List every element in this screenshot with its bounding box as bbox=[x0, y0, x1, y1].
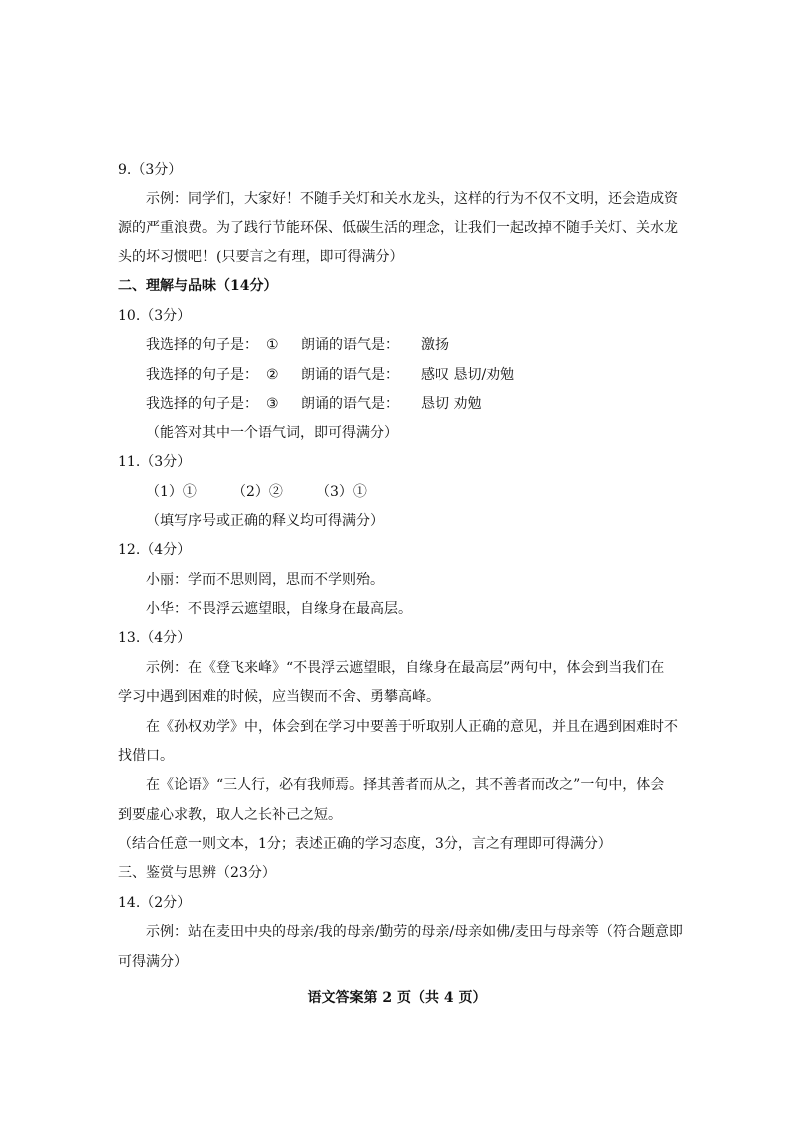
q12-heading: 12.（4分） bbox=[118, 542, 192, 558]
q10-row-3-number: ③ bbox=[266, 396, 279, 412]
q13-line-1: 示例：在《登飞来峰》“不畏浮云遮望眼，自缘身在最高层”两句中，体会到当我们在 bbox=[146, 660, 665, 676]
q10-heading: 10.（3分） bbox=[118, 308, 192, 324]
q9-line-3: 头的坏习惯吧！(只要言之有理，即可得满分） bbox=[118, 249, 404, 265]
section-3-heading: 三、鉴赏与思辨（23分） bbox=[118, 865, 276, 881]
q10-row-2-tone: 感叹 恳切/劝勉 bbox=[421, 367, 515, 383]
q10-row-1-number: ① bbox=[266, 337, 279, 353]
q13-heading: 13.（4分） bbox=[118, 630, 192, 646]
q11-answer-2: （2）② bbox=[232, 484, 283, 500]
q14-heading: 14.（2分） bbox=[118, 895, 192, 911]
q11-heading: 11.（3分） bbox=[118, 454, 192, 470]
q13-line-2: 学习中遇到困难的时候，应当锲而不舍、勇攀高峰。 bbox=[118, 689, 440, 705]
q13-line-5: 在《论语》“三人行，必有我师焉。择其善者而从之，其不善者而改之”一句中，体会 bbox=[146, 777, 665, 793]
q14-line-2: 可得满分） bbox=[118, 954, 188, 970]
q10-row-1-tone: 激扬 bbox=[421, 337, 449, 353]
q13-line-6: 到要虚心求教，取人之长补己之短。 bbox=[118, 807, 342, 823]
q10-row-3-tone-label: 朗诵的语气是： bbox=[301, 396, 399, 412]
q12-line-1: 小丽：学而不思则罔，思而不学则殆。 bbox=[146, 572, 384, 588]
q10-note: （能答对其中一个语气词，即可得满分） bbox=[146, 425, 398, 441]
q9-heading: 9.（3分） bbox=[118, 162, 183, 178]
q12-line-2: 小华：不畏浮云遮望眼，自缘身在最高层。 bbox=[146, 601, 412, 617]
q11-answer-1: （1）① bbox=[146, 484, 197, 500]
q10-row-1-label: 我选择的句子是： bbox=[146, 337, 258, 353]
q10-row-2-label: 我选择的句子是： bbox=[146, 367, 258, 383]
q11-note: （填写序号或正确的释义均可得满分） bbox=[146, 513, 384, 529]
q11-answer-3: （3）① bbox=[316, 484, 367, 500]
q10-row-2-tone-label: 朗诵的语气是： bbox=[301, 367, 399, 383]
section-2-heading: 二、理解与品味（14分） bbox=[118, 278, 278, 294]
q10-row-3-tone: 恳切 劝勉 bbox=[421, 396, 482, 412]
q10-row-1-tone-label: 朗诵的语气是： bbox=[301, 337, 399, 353]
q14-line-1: 示例：站在麦田中央的母亲/我的母亲/勤劳的母亲/母亲如佛/麦田与母亲等（符合题意即 bbox=[146, 924, 683, 940]
q9-line-1: 示例：同学们，大家好！不随手关灯和关水龙头，这样的行为不仅不文明，还会造成资 bbox=[146, 191, 678, 207]
q10-row-2-number: ② bbox=[266, 367, 279, 383]
q9-line-2: 源的严重浪费。为了践行节能环保、低碳生活的理念，让我们一起改掉不随手关灯、关水龙 bbox=[118, 220, 678, 236]
q10-row-3-label: 我选择的句子是： bbox=[146, 396, 258, 412]
q13-line-3: 在《孙权劝学》中，体会到在学习中要善于听取别人正确的意见，并且在遇到困难时不 bbox=[146, 719, 678, 735]
q13-line-4: 找借口。 bbox=[118, 748, 174, 764]
page-footer: 语文答案第 2 页（共 4 页） bbox=[307, 990, 487, 1006]
q13-scoring-note: （结合任意一则文本，1分；表述正确的学习态度，3分，言之有理即可得满分） bbox=[118, 836, 612, 852]
